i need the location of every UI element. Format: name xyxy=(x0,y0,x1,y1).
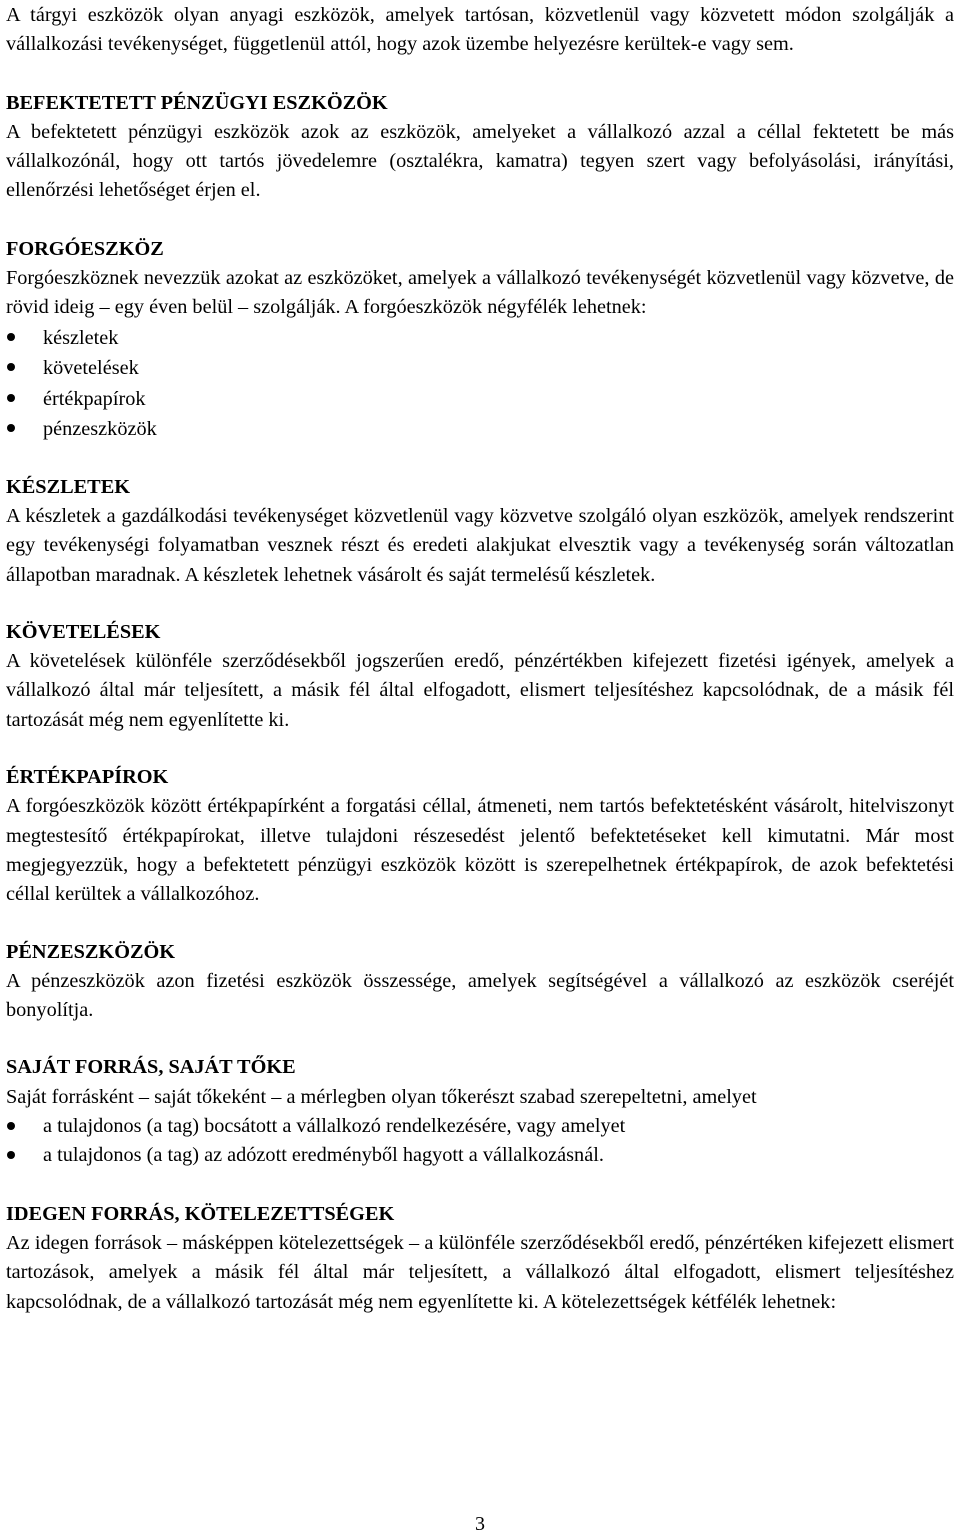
section-forgoeszkoz xyxy=(6,235,954,445)
section-title-ertekpapirok: ÉRTÉKPAPÍROK xyxy=(6,766,169,789)
section-penzeszkozok xyxy=(6,938,954,1026)
section-title-sajat-forras: SAJÁT FORRÁS, SAJÁT TŐKE xyxy=(6,1056,296,1079)
section-text-keszletek: A készletek a gazdálkodási tevékenységet közvetlenül vagy közvetve szolgáló olyan eszközök, amelyek rendszerint egy tevékenységi folyamatban vesznek részt és eredeti alakjukat elvesztik vagy a tevékenység során változatlan állapotban maradnak. A készletek lehetnek vásárolt és saját termelésű készletek. xyxy=(6,504,954,586)
section-keszletek xyxy=(6,473,954,590)
bullet-icon xyxy=(7,394,15,402)
section-text-befektetett: A befektetett pénzügyi eszközök azok az eszközök, amelyeket a vállalkozó azzal a céllal fektetett be más vállalkozónál, hogy ott tartós jövedelemre (osztalékra, kamatra) tegyen szert vagy befolyásolási, irányítási, ellenőrzési lehetőséget érjen el. xyxy=(6,120,954,202)
document-page xyxy=(6,0,954,1317)
section-text-kovetelesek: A követelések különféle szerződésekből jogszerűen eredő, pénzértékben kifejezett fizetési igények, amelyek a vállalkozó által már teljesített, a másik fél által elfogadott, elismert teljesítéshez kapcsolódnak, de a másik fél tartozását még nem egyenlítette ki. xyxy=(6,650,954,731)
section-befektetett xyxy=(6,89,954,206)
list-item: pénzeszközök xyxy=(6,414,954,445)
section-kovetelesek xyxy=(6,618,954,735)
sajat-forras-list xyxy=(6,1112,954,1171)
page-number: 3 xyxy=(475,1513,485,1535)
section-ertekpapirok xyxy=(6,763,954,909)
section-idegen-forras xyxy=(6,1200,954,1317)
section-text-idegen-forras: Az idegen források – másképpen kötelezettségek – a különféle szerződésekből eredő, pénzértéken kifejezett elismert tartozások, amelyek a másik fél által már teljesített, a vállalkozó által elfogadott, elismert teljesítéshez kapcsolódnak, de a vállalkozó tartozását még nem egyenlítette ki. A kötelezettségek kétfélék lehetnek: xyxy=(6,1231,954,1313)
section-text-penzeszkozok: A pénzeszközök azon fizetési eszközök összessége, amelyek segítségével a vállalkozó az eszközök cseréjét bonyolítja. xyxy=(6,969,954,1022)
list-item: a tulajdonos (a tag) bocsátott a vállalkozó rendelkezésére, vagy amelyet xyxy=(6,1112,954,1141)
bullet-icon xyxy=(7,363,15,371)
section-text-ertekpapirok: A forgóeszközök között értékpapírként a forgatási céllal, átmeneti, nem tartós befektetésként vásárolt, hitelviszonyt megtestesítő értékpapírokat, illetve tulajdoni részesedést jelentő befektetéseket kell kimutatni. Már most megjegyezzük, hogy a befektetett pénzügyi eszközök között is szerepelhetnek értékpapírok, de azok befektetési céllal kerültek a vállalkozóhoz. xyxy=(6,795,954,906)
bullet-icon xyxy=(7,1122,15,1130)
section-text-sajat-forras: Saját forrásként – saját tőkeként – a mérlegben olyan tőkerészt szabad szerepeltetni, amelyet xyxy=(6,1085,757,1108)
section-title-penzeszkozok: PÉNZESZKÖZÖK xyxy=(6,940,176,963)
bullet-icon xyxy=(7,1151,15,1159)
section-text-forgoeszkoz: Forgóeszköznek nevezzük azokat az eszközöket, amelyek a vállalkozó tevékenységét közvetlenül vagy közvetve, de rövid ideig – egy éven belül – szolgálják. A forgóeszközök négyfélék lehetnek: xyxy=(6,267,954,319)
section-sajat-forras xyxy=(6,1053,954,1170)
section-title-keszletek: KÉSZLETEK xyxy=(6,475,130,498)
section-title-kovetelesek: KÖVETELÉSEK xyxy=(6,620,161,643)
intro-paragraph: A tárgyi eszközök olyan anyagi eszközök, amelyek tartósan, közvetlenül vagy közvetett módon szolgálják a vállalkozási tevékenységet, függetlenül attól, hogy azok üzembe helyezésre kerültek-e vagy sem. xyxy=(6,4,954,56)
list-item: a tulajdonos (a tag) az adózott eredményből hagyott a vállalkozásnál. xyxy=(6,1141,954,1170)
list-item: készletek xyxy=(6,323,954,354)
section-title-idegen-forras: IDEGEN FORRÁS, KÖTELEZETTSÉGEK xyxy=(6,1202,395,1225)
list-item: követelések xyxy=(6,353,954,384)
section-title-befektetett: BEFEKTETETT PÉNZÜGYI ESZKÖZÖK xyxy=(6,91,388,114)
list-item: értékpapírok xyxy=(6,384,954,415)
forgoeszkoz-list xyxy=(6,323,954,445)
section-title-forgoeszkoz: FORGÓESZKÖZ xyxy=(6,237,164,260)
bullet-icon xyxy=(7,333,15,341)
bullet-icon xyxy=(7,424,15,432)
